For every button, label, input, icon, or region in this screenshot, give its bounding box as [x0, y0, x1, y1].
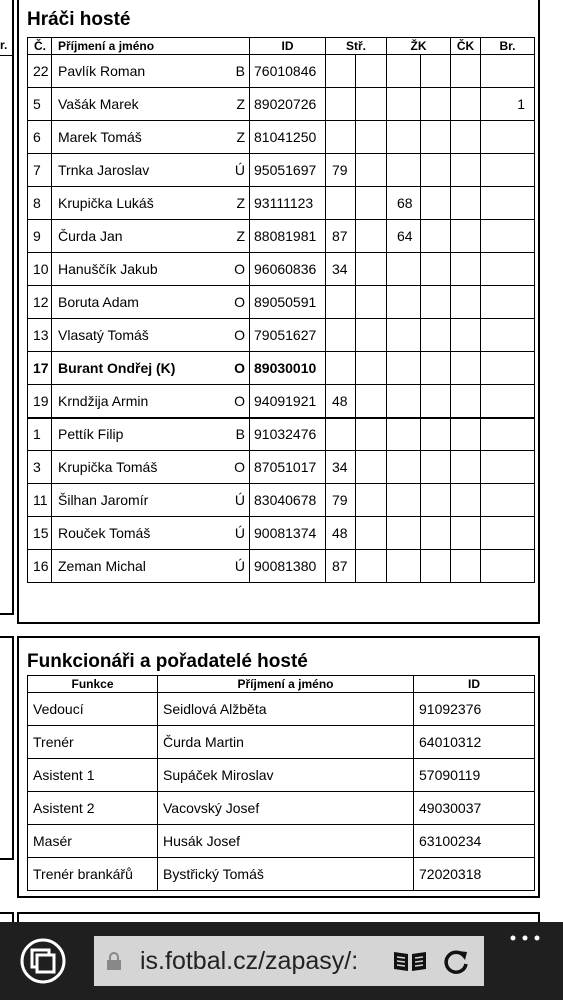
player-substitution-minute: 34 [326, 253, 356, 286]
player-substitution-minute: 48 [326, 385, 356, 418]
player-goals [481, 385, 535, 418]
player-id: 94091921 [250, 385, 326, 418]
player-substitution-extra [356, 418, 387, 451]
header-number: Č. [28, 38, 52, 55]
player-name: Krndžija Armin [52, 385, 225, 418]
player-position: Ú [225, 484, 250, 517]
browser-toolbar [0, 922, 563, 1000]
official-name: Bystřický Tomáš [158, 858, 414, 891]
player-id: 81041250 [250, 121, 326, 154]
player-goals [481, 517, 535, 550]
player-row [28, 88, 535, 121]
official-row [28, 858, 535, 891]
official-name: Supáček Miroslav [158, 759, 414, 792]
player-name: Zeman Michal [52, 550, 225, 583]
header-official-name: Příjmení a jméno [158, 676, 414, 693]
player-yellow-card-minute [387, 352, 421, 385]
player-yellow-card-minute [387, 451, 421, 484]
player-substitution-extra [356, 88, 387, 121]
officials-header-row [28, 676, 535, 693]
official-name: Vacovský Josef [158, 792, 414, 825]
player-substitution-minute: 34 [326, 451, 356, 484]
player-id: 79051627 [250, 319, 326, 352]
player-goals [481, 319, 535, 352]
player-yellow-card-minute: 64 [387, 220, 421, 253]
player-substitution-extra [356, 286, 387, 319]
player-yellow-card-extra [421, 385, 451, 418]
players-panel [17, 0, 540, 624]
player-row [28, 253, 535, 286]
player-substitution-extra [356, 55, 387, 88]
player-substitution-minute [326, 418, 356, 451]
official-row [28, 792, 535, 825]
player-goals [481, 352, 535, 385]
player-yellow-card-minute [387, 550, 421, 583]
player-substitution-minute: 87 [326, 550, 356, 583]
player-number: 17 [28, 352, 52, 385]
player-id: 96060836 [250, 253, 326, 286]
player-red-card [451, 220, 481, 253]
player-substitution-extra [356, 187, 387, 220]
player-yellow-card-minute [387, 319, 421, 352]
player-number: 15 [28, 517, 52, 550]
header-official-id: ID [414, 676, 535, 693]
official-role: Trenér [28, 726, 158, 759]
header-role: Funkce [28, 676, 158, 693]
player-substitution-minute: 79 [326, 154, 356, 187]
player-yellow-card-extra [421, 286, 451, 319]
player-goals [481, 154, 535, 187]
player-id: 89030010 [250, 352, 326, 385]
player-yellow-card-extra [421, 220, 451, 253]
player-position: Ú [225, 154, 250, 187]
player-substitution-minute [326, 352, 356, 385]
player-goals [481, 286, 535, 319]
player-goals [481, 220, 535, 253]
header-substitution: Stř. [326, 38, 387, 55]
player-number: 13 [28, 319, 52, 352]
player-row [28, 385, 535, 418]
player-yellow-card-extra [421, 484, 451, 517]
header-yellow-card: ŽK [387, 38, 451, 55]
player-id: 90081374 [250, 517, 326, 550]
player-substitution-minute [326, 121, 356, 154]
player-number: 22 [28, 55, 52, 88]
player-name: Krupička Tomáš [52, 451, 225, 484]
player-row [28, 484, 535, 517]
player-goals: 1 [481, 88, 535, 121]
player-goals [481, 55, 535, 88]
player-position: Ú [225, 517, 250, 550]
player-red-card [451, 187, 481, 220]
official-role: Asistent 1 [28, 759, 158, 792]
player-number: 8 [28, 187, 52, 220]
player-yellow-card-extra [421, 154, 451, 187]
official-name: Husák Josef [158, 825, 414, 858]
player-row [28, 55, 535, 88]
player-row [28, 154, 535, 187]
player-substitution-extra [356, 121, 387, 154]
official-row [28, 726, 535, 759]
official-row [28, 759, 535, 792]
player-yellow-card-minute: 68 [387, 187, 421, 220]
player-row [28, 517, 535, 550]
player-yellow-card-extra [421, 187, 451, 220]
official-id: 49030037 [414, 792, 535, 825]
player-id: 76010846 [250, 55, 326, 88]
player-name: Čurda Jan [52, 220, 225, 253]
official-name: Seidlová Alžběta [158, 693, 414, 726]
player-number: 1 [28, 418, 52, 451]
player-position: O [225, 319, 250, 352]
player-number: 16 [28, 550, 52, 583]
officials-panel [17, 636, 540, 898]
player-goals [481, 550, 535, 583]
player-position: O [225, 385, 250, 418]
player-yellow-card-minute [387, 253, 421, 286]
player-name: Vlasatý Tomáš [52, 319, 225, 352]
player-row [28, 121, 535, 154]
player-yellow-card-minute [387, 55, 421, 88]
player-yellow-card-extra [421, 352, 451, 385]
player-substitution-extra [356, 319, 387, 352]
player-red-card [451, 253, 481, 286]
official-id: 64010312 [414, 726, 535, 759]
player-name: Boruta Adam [52, 286, 225, 319]
player-substitution-minute [326, 88, 356, 121]
player-substitution-minute [326, 319, 356, 352]
player-row [28, 352, 535, 385]
player-goals [481, 484, 535, 517]
official-role: Vedoucí [28, 693, 158, 726]
player-id: 88081981 [250, 220, 326, 253]
player-substitution-extra [356, 154, 387, 187]
url-text: is.fotbal.cz/zapasy/: [140, 947, 359, 975]
player-name: Hanuščík Jakub [52, 253, 225, 286]
player-name: Šilhan Jaromír [52, 484, 225, 517]
player-name: Pavlík Roman [52, 55, 225, 88]
player-substitution-minute [326, 55, 356, 88]
official-row [28, 693, 535, 726]
player-name: Burant Ondřej (K) [52, 352, 225, 385]
player-substitution-extra [356, 385, 387, 418]
player-id: 91032476 [250, 418, 326, 451]
player-substitution-extra [356, 220, 387, 253]
player-red-card [451, 418, 481, 451]
player-name: Trnka Jaroslav [52, 154, 225, 187]
reader-view-icon[interactable] [392, 949, 428, 973]
official-id: 91092376 [414, 693, 535, 726]
player-id: 90081380 [250, 550, 326, 583]
player-yellow-card-extra [421, 550, 451, 583]
official-row [28, 825, 535, 858]
player-red-card [451, 352, 481, 385]
player-position: Z [225, 187, 250, 220]
left-column-header-stub: r. [0, 38, 8, 52]
officials-title: Funkcionáři a pořadatelé hosté [27, 651, 308, 672]
player-yellow-card-extra [421, 451, 451, 484]
header-id: ID [250, 38, 326, 55]
player-substitution-extra [356, 253, 387, 286]
players-title: Hráči hosté [27, 9, 131, 30]
player-red-card [451, 550, 481, 583]
player-yellow-card-minute [387, 286, 421, 319]
player-goals [481, 121, 535, 154]
header-name: Příjmení a jméno [52, 38, 250, 55]
header-red-card: ČK [451, 38, 481, 55]
player-substitution-minute: 79 [326, 484, 356, 517]
player-id: 89050591 [250, 286, 326, 319]
player-id: 83040678 [250, 484, 326, 517]
official-name: Čurda Martin [158, 726, 414, 759]
address-bar[interactable] [94, 936, 484, 986]
player-substitution-extra [356, 484, 387, 517]
player-position: O [225, 451, 250, 484]
player-yellow-card-extra [421, 253, 451, 286]
player-yellow-card-extra [421, 517, 451, 550]
player-yellow-card-extra [421, 418, 451, 451]
player-name: Krupička Lukáš [52, 187, 225, 220]
player-red-card [451, 451, 481, 484]
official-role: Asistent 2 [28, 792, 158, 825]
player-yellow-card-minute [387, 121, 421, 154]
official-role: Masér [28, 825, 158, 858]
player-row [28, 451, 535, 484]
player-red-card [451, 385, 481, 418]
player-row [28, 550, 535, 583]
player-number: 12 [28, 286, 52, 319]
official-id: 72020318 [414, 858, 535, 891]
player-number: 7 [28, 154, 52, 187]
player-row [28, 187, 535, 220]
player-number: 10 [28, 253, 52, 286]
left-column-header-rule [0, 55, 12, 56]
player-position: O [225, 253, 250, 286]
players-header-row [28, 38, 535, 55]
player-row [28, 286, 535, 319]
player-position: O [225, 352, 250, 385]
player-number: 19 [28, 385, 52, 418]
player-red-card [451, 55, 481, 88]
player-substitution-minute [326, 187, 356, 220]
player-name: Marek Tomáš [52, 121, 225, 154]
more-options-icon[interactable] [508, 930, 542, 940]
lock-icon [107, 952, 121, 970]
refresh-icon[interactable] [442, 947, 470, 975]
player-number: 9 [28, 220, 52, 253]
player-row [28, 418, 535, 451]
player-yellow-card-minute [387, 484, 421, 517]
player-red-card [451, 484, 481, 517]
player-position: B [225, 418, 250, 451]
player-yellow-card-extra [421, 88, 451, 121]
player-row [28, 319, 535, 352]
player-yellow-card-minute [387, 88, 421, 121]
official-id: 63100234 [414, 825, 535, 858]
player-yellow-card-minute [387, 385, 421, 418]
player-substitution-extra [356, 550, 387, 583]
players-table [27, 37, 535, 583]
player-number: 6 [28, 121, 52, 154]
player-substitution-extra [356, 352, 387, 385]
player-number: 11 [28, 484, 52, 517]
player-substitution-extra [356, 451, 387, 484]
player-id: 93111123 [250, 187, 326, 220]
player-yellow-card-minute [387, 517, 421, 550]
player-substitution-extra [356, 517, 387, 550]
player-substitution-minute: 87 [326, 220, 356, 253]
player-position: O [225, 286, 250, 319]
player-yellow-card-minute [387, 418, 421, 451]
player-red-card [451, 319, 481, 352]
player-goals [481, 451, 535, 484]
player-id: 89020726 [250, 88, 326, 121]
tabs-icon[interactable] [20, 938, 74, 984]
player-name: Rouček Tomáš [52, 517, 225, 550]
player-position: Ú [225, 550, 250, 583]
official-role: Trenér brankářů [28, 858, 158, 891]
player-red-card [451, 517, 481, 550]
player-number: 3 [28, 451, 52, 484]
player-red-card [451, 121, 481, 154]
player-position: Z [225, 121, 250, 154]
player-id: 87051017 [250, 451, 326, 484]
player-name: Vašák Marek [52, 88, 225, 121]
officials-table [27, 675, 535, 891]
player-name: Pettík Filip [52, 418, 225, 451]
player-substitution-minute: 48 [326, 517, 356, 550]
header-goals: Br. [481, 38, 535, 55]
player-goals [481, 418, 535, 451]
official-id: 57090119 [414, 759, 535, 792]
player-goals [481, 253, 535, 286]
player-yellow-card-extra [421, 319, 451, 352]
player-number: 5 [28, 88, 52, 121]
player-red-card [451, 286, 481, 319]
player-position: B [225, 55, 250, 88]
player-red-card [451, 88, 481, 121]
player-yellow-card-extra [421, 55, 451, 88]
player-red-card [451, 154, 481, 187]
player-yellow-card-minute [387, 154, 421, 187]
player-id: 95051697 [250, 154, 326, 187]
player-position: Z [225, 88, 250, 121]
player-goals [481, 187, 535, 220]
player-substitution-minute [326, 286, 356, 319]
left-column-edge-top [0, 0, 14, 615]
left-column-edge-middle [0, 636, 14, 860]
player-yellow-card-extra [421, 121, 451, 154]
player-position: Z [225, 220, 250, 253]
player-row [28, 220, 535, 253]
